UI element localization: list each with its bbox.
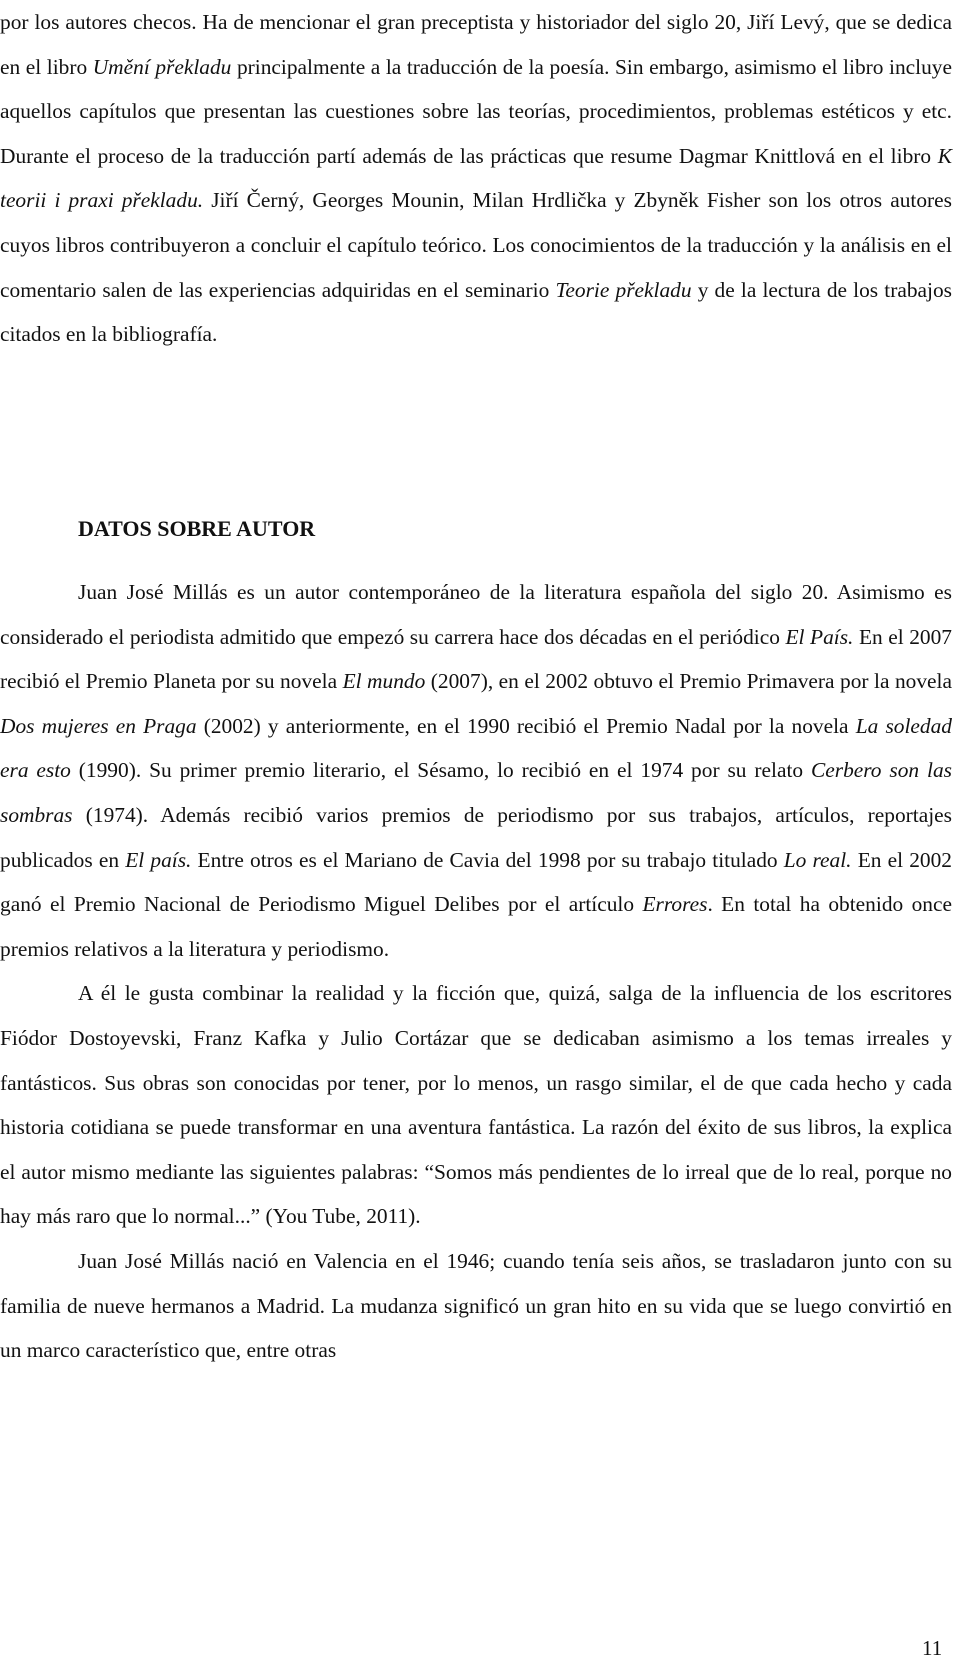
page-number: 11	[922, 1636, 943, 1660]
text-run: (2007), en el 2002 obtuvo el Premio Primavera por la novela	[425, 669, 952, 694]
text-run: En el 2007 recibió el Premio Planeta por su novela	[0, 624, 952, 694]
paragraph-author-bio	[0, 570, 952, 971]
text-run: (1974). Además recibió varios premios de periodismo por sus trabajos, artículos, reportajes publicados en	[0, 802, 952, 872]
newspaper-title: El país.	[125, 847, 192, 872]
intro-section	[0, 0, 952, 357]
article-title: Errores	[642, 892, 708, 917]
novel-title: Dos mujeres en Praga	[0, 713, 197, 738]
book-title: Umění překladu	[92, 54, 232, 79]
text-run: y de la lectura de los trabajos citados en la bibliografía.	[0, 277, 952, 347]
text-run: (2002) y anteriormente, en el 1990 recibió el Premio Nadal por la novela	[196, 713, 856, 738]
paragraph-style: A él le gusta combinar la realidad y la ficción que, quizá, salga de la influencia de los escritores Fiódor Dostoyevski, Franz Kafka y Julio Cortázar que se dedicaban asimismo a los temas irreales y fantásticos. Sus obras son conocidas por tener, por lo menos, un rasgo similar, el de que cada hecho y cada historia cotidiana se puede transformar en una aventura fantástica. La razón del éxito de sus libros, la explica el autor mismo mediante las siguientes palabras: “Somos más pendientes de lo irreal que de lo real, porque no hay más raro que lo normal...” (You Tube, 2011).	[0, 981, 952, 1229]
text-run: principalmente a la traducción de la poesía. Sin embargo, asimismo el libro incluye aquellos capítulos que presentan las cuestiones sobre las teorías, procedimientos, problemas estéticos y etc. Durante el proceso de la traducción partí además de las prácticas que resume Dagmar Knittlová en el libro	[0, 54, 952, 168]
author-section	[0, 570, 952, 1373]
novel-title: El mundo	[342, 669, 426, 694]
book-title: K teorii i praxi překladu.	[0, 143, 952, 213]
text-run: (1990). Su primer premio literario, el Sésamo, lo recibió en el 1974 por su relato	[70, 758, 811, 783]
text-run: Entre otros es el Mariano de Cavia del 1998 por su trabajo titulado	[191, 847, 784, 872]
text-run: Juan José Millás es un autor contemporáneo de la literatura española del siglo 20. Asimismo es considerado el periodista admitido que empezó su carrera hace dos décadas en el periódico	[0, 580, 952, 649]
text-run: En el 2002 ganó el Premio Nacional de Periodismo Miguel Delibes por el artículo	[0, 847, 952, 917]
section-heading: DATOS SOBRE AUTOR	[78, 516, 316, 541]
text-run: Jiří Černý, Georges Mounin, Milan Hrdlička y Zbyněk Fisher son los otros autores cuyos libros contribuyeron a concluir el capítulo teórico. Los conocimientos de la traducción y la análisis en el comentario salen de las experiencias adquiridas en el seminario	[0, 188, 952, 302]
paragraph-sources	[0, 0, 952, 357]
newspaper-title: El País.	[785, 624, 854, 649]
text-run: por los autores checos. Ha de mencionar el gran preceptista y historiador del siglo 20, Jiří Levý, que se dedica en el libro	[0, 10, 952, 79]
text-run: . En total ha obtenido once premios relativos a la literatura y periodismo.	[0, 892, 952, 961]
story-title: Cerbero son las sombras	[0, 758, 952, 827]
novel-title: La soledad era esto	[0, 713, 952, 783]
work-title: Lo real.	[783, 847, 852, 872]
seminar-title: Teorie překladu	[555, 277, 692, 302]
paragraph-biography: Juan José Millás nació en Valencia en el 1946; cuando tenía seis años, se trasladaron junto con su familia de nueve hermanos a Madrid. La mudanza significó un gran hito en su vida que se luego convirtió en un marco característico que, entre otras	[0, 1248, 952, 1363]
